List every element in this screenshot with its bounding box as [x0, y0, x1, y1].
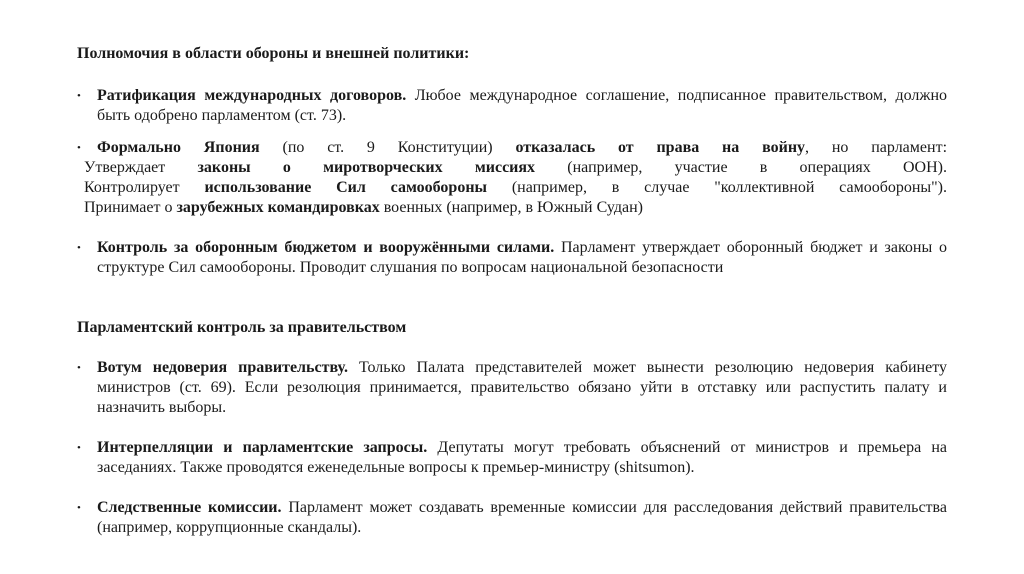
list-item-ratification [77, 86, 947, 126]
item-line-2 [84, 158, 947, 178]
item-line-4 [84, 198, 947, 218]
item-text: , но парламент: [805, 139, 948, 156]
item-line-1 [97, 138, 947, 158]
section-title-control: Парламентский контроль за правительством [77, 319, 407, 336]
list-item-text [97, 438, 947, 478]
bullet: • [77, 502, 81, 514]
item-heading: Формально Япония [97, 139, 260, 156]
bullet: • [77, 142, 81, 154]
item-sublines [84, 158, 947, 218]
item-body: Только Палата представителей может вынести резолюцию недоверия кабинету министров (ст. 69). Если резолюция принимается, правительство обязано уйти в отставку или распустить палату и назначить выборы. [97, 359, 948, 416]
item-text: Контролирует [84, 179, 205, 196]
list-item-text [97, 498, 947, 538]
list-item-defense-budget [77, 238, 947, 278]
item-body: Парламент может создавать временные комиссии для расследования действий правительства (например, коррупционные скандалы). [97, 499, 947, 536]
item-line-3 [84, 178, 947, 198]
bullet: • [77, 442, 81, 454]
bullet: • [77, 90, 81, 102]
item-text: Утверждает [84, 159, 198, 176]
item-heading: Ратификация международных договоров. [97, 87, 407, 104]
list-item-text [84, 138, 948, 218]
item-heading: Интерпелляции и парламентские запросы. [97, 439, 428, 456]
item-body: Любое международное соглашение, подписанное правительством, должно быть одобрено парламентом (ст. 73). [97, 87, 947, 124]
item-text: (например, участие в операциях ООН). [535, 159, 947, 176]
item-emphasis: использование Сил самообороны [204, 179, 488, 196]
item-text: Принимает о [84, 199, 177, 216]
list-item-text [97, 358, 947, 418]
item-heading: Вотум недоверия правительству. [97, 359, 348, 376]
item-body: Парламент утверждает оборонный бюджет и законы о структуре Сил самообороны. Проводит слушания по вопросам национальной безопасности [97, 239, 947, 276]
item-body: Депутаты могут требовать объяснений от министров и премьера на заседаниях. Также проводятся еженедельные вопросы к премьер-министру (shitsumon). [97, 439, 947, 476]
item-text: военных (например, в Южный Судан) [379, 199, 643, 216]
item-emphasis: зарубежных командировках [176, 199, 380, 216]
item-emphasis: отказалась от права на войну [515, 139, 806, 156]
item-heading: Следственные комиссии. [97, 499, 282, 516]
item-emphasis: законы о миротворческих миссиях [197, 159, 536, 176]
bullet: • [77, 242, 81, 254]
list-item-no-confidence [77, 358, 947, 418]
section-title-defense: Полномочия в области обороны и внешней политики: [77, 45, 470, 62]
item-text: (например, в случае "коллективной самообороны"). [487, 179, 948, 196]
list-item-war-renunciation [77, 138, 947, 218]
bullet: • [77, 362, 81, 374]
list-item-text [97, 238, 947, 278]
list-item-interpellations [77, 438, 947, 478]
list-item-commissions [77, 498, 947, 538]
item-text: (по ст. 9 Конституции) [259, 139, 516, 156]
item-heading: Контроль за оборонным бюджетом и вооружёнными силами. [97, 239, 555, 256]
list-item-text [97, 86, 947, 126]
